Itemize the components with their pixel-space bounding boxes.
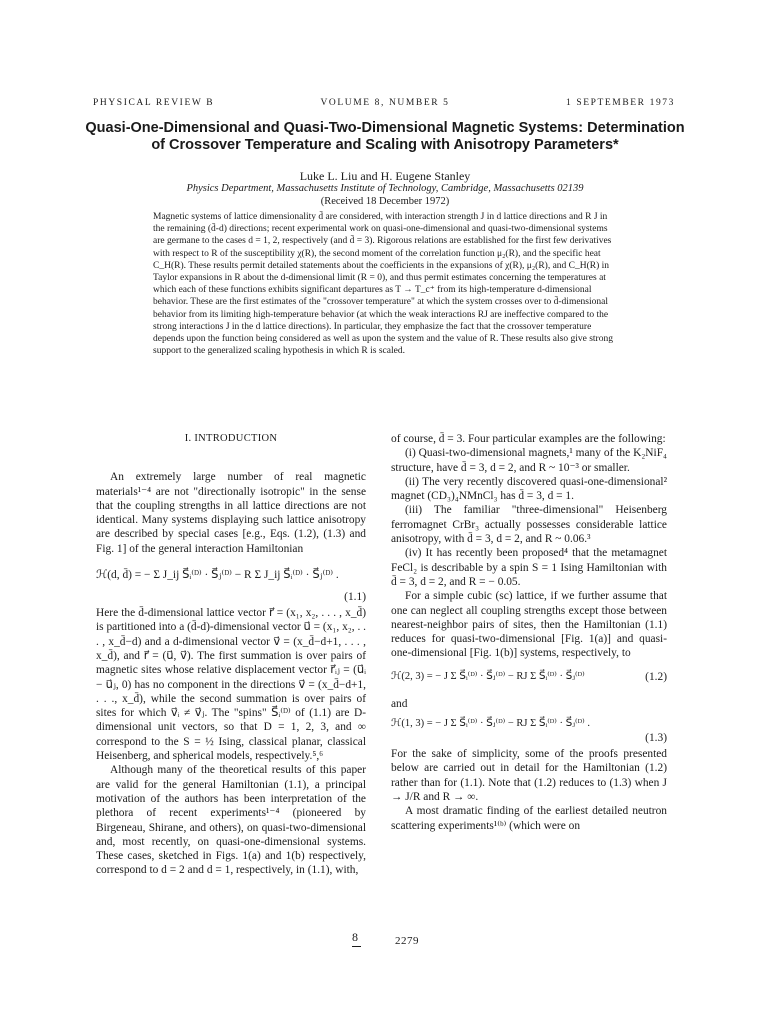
paper-title: Quasi-One-Dimensional and Quasi-Two-Dimensional Magnetic Systems: Determination of Crossover Temperature and Scaling with Anisotropy Parameters*	[85, 120, 685, 153]
equation-1-2-body: ℋ(2, 3) = − J Σ S⃗ᵢ⁽ᴰ⁾ · S⃗ⱼ⁽ᴰ⁾ − RJ Σ S⃗ᵢ⁽ᴰ⁾ · S⃗ⱼ⁽ᴰ⁾	[391, 670, 585, 682]
left-column	[96, 432, 366, 878]
section-heading: I. INTRODUCTION	[184, 433, 278, 444]
and-text: and	[391, 697, 408, 710]
equation-1-1-body: ℋ(d, d̄) = − Σ J_ij S⃗ᵢ⁽ᴰ⁾ · S⃗ⱼ⁽ᴰ⁾ − R Σ J_ij S⃗ᵢ⁽ᴰ⁾ · S⃗ⱼ⁽ᴰ⁾ .	[96, 569, 339, 582]
volume-mark: 8	[352, 930, 358, 944]
abstract-text: Magnetic systems of lattice dimensionality d̄ are considered, with interaction strength J in d lattice directions and R J in the remaining (d̄-d) directions; recent experimental work on quasi-one-dimensional and quasi-two-dimensional systems are germane to the cases d = 1, 2, respectively (and d̄ = 3). Rigorous relations are established for the first few derivatives with respect to R of the susceptibility χ(R), the second moment of the correlation function μ₂(R), and the specific heat C_H(R). These results permit detailed statements about the coefficients in the expansions of χ(R), μ₂(R), and C_H(R) in Taylor expansions in R about the d-dimensional limit (R = 0), and thus permit estimates concerning the temperatures at which each of these functions exhibits significant departures as T → T_c⁺ from its high-temperature d-dimensional behavior. These are the first estimates of the "crossover temperature" at which the system crosses over to d̄-dimensional behavior from its limiting high-temperature behavior (at which the weak interactions RJ are ineffective compared to the strong interactions J in the d lattice directions). In particular, they emphasize the fact that the crossover temperature depends upon the function being considered as well as upon the system and the value of R. These results also give strong support to the generalized scaling hypothesis in which R is scaled.	[153, 212, 613, 357]
intro-paragraph-3: Although many of the theoretical results of this paper are valid for the general Hamiltonian (1.1), a principal motivation of the authors has been interpretation of the plethora of recent experiments¹⁻⁴ (pioneered by Birgeneau, Shirane, and others), on quasi-two-dimensional and, most recently, on quasi-one-dimensional systems. These cases, sketched in Figs. 1(a) and 1(b) respectively, correspond to d = 2 and d = 1, respectively, in (1.1), with,	[96, 764, 366, 877]
volume-issue: VOLUME 8, NUMBER 5	[320, 98, 450, 108]
authors: Luke L. Liu and H. Eugene Stanley	[299, 169, 471, 183]
example-ii: (ii) The very recently discovered quasi-one-dimensional² magnet (CD₃)₄NMnCl₃ has d̄ = 3, d = 1.	[391, 475, 667, 503]
abstract	[153, 211, 619, 357]
received-date: (Received 18 December 1972)	[320, 196, 450, 207]
intro-paragraph-1: An extremely large number of real magnetic materials¹⁻⁴ are not "directionally isotropic" in the sense that the coupling strengths in all lattice directions are not identical. Many systems displaying such lattice anisotropy are described by special cases [e.g., Eqs. (1.2), (1.3) and Fig. 1] of the general interaction Hamiltonian	[96, 471, 366, 555]
equation-1-2	[391, 661, 667, 697]
right-column	[391, 432, 667, 833]
example-i: (i) Quasi-two-dimensional magnets,¹ many of the K₂NiF₄ structure, have d̄ = 3, d = 2, and R ~ 10⁻³ or smaller.	[391, 447, 667, 474]
right-paragraph-final: A most dramatic finding of the earliest detailed neutron scattering experiments¹⁽ᵇ⁾ (which were on	[391, 805, 667, 832]
example-iv: (iv) It has recently been proposed⁴ that the metamagnet FeCl₂ is describable by a spin S = 1 Ising Hamiltonian with d̄ = 3, d = 2, and R = − 0.05.	[391, 547, 667, 588]
right-paragraph-proofs: For the sake of simplicity, some of the proofs presented below are carried out in detail for the Hamiltonian (1.2) rather than for (1.1). Note that (1.2) reduces to (1.3) when J → J/R and R → ∞.	[391, 748, 667, 803]
right-paragraph-1: of course, d̄ = 3. Four particular examples are the following:	[391, 433, 666, 445]
equation-1-3-body: ℋ(1, 3) = − J Σ S⃗ᵢ⁽ᴰ⁾ · S⃗ⱼ⁽ᴰ⁾ − RJ Σ S⃗ᵢ⁽ᴰ⁾ · S⃗ⱼ⁽ᴰ⁾ .	[391, 718, 590, 730]
page-number: 2279	[395, 935, 419, 947]
example-iii: (iii) The familiar "three-dimensional" Heisenberg ferromagnet CrBr₃ actually possesses considerable lattice anisotropy, with d̄ = 3, d = 2, and R ~ 0.06.³	[391, 504, 667, 546]
issue-date: 1 SEPTEMBER 1973	[566, 98, 675, 108]
right-paragraph-sc: For a simple cubic (sc) lattice, if we further assume that one can neglect all coupling strengths except those between nearest-neighbor pairs of sites, then the Hamiltonian (1.1) reduces for quasi-two-dimensional [Fig. 1(a)] and quasi-one-dimensional [Fig. 1(b)] systems, respectively, to	[391, 590, 667, 660]
equation-1-3-number: (1.3)	[645, 732, 667, 745]
equation-1-2-number: (1.2)	[645, 670, 667, 683]
equation-1-1	[96, 562, 366, 606]
equation-1-3	[391, 711, 667, 747]
equation-1-1-number: (1.1)	[344, 591, 366, 604]
affiliation: Physics Department, Massachusetts Institute of Technology, Cambridge, Massachusetts 02139	[186, 183, 584, 194]
journal-name: PHYSICAL REVIEW B	[93, 98, 215, 108]
intro-paragraph-2: Here the d̄-dimensional lattice vector r⃗ = (x₁, x₂, . . . , x_d̄) is partitioned into a (d̄-d)-dimensional vector u⃗ = (x₁, x₂, . . . , x_d̄−d) and a d-dimensional vector v⃗ = (x_d̄−d+1, . . . , x_d̄), and r⃗ = (u⃗, v⃗). The first summation is over pairs of magnetic sites whose relative displacement vector r⃗ᵢⱼ = (u⃗ᵢ − u⃗ⱼ, 0) has no component in the directions v⃗ = (x_d̄−d+1, . . ., x_d̄), while the second summation is over pairs of sites for which v⃗ᵢ ≠ v⃗ⱼ. The "spins" S⃗ᵢ⁽ᴰ⁾ of (1.1) are D-dimensional unit vectors, so that D = 1, 2, 3, and ∞ correspond to the S = ½ Ising, classical planar, classical Heisenberg, and spherical models, respectively.⁵,⁶	[96, 607, 366, 763]
volume-mark-rule	[352, 946, 361, 947]
